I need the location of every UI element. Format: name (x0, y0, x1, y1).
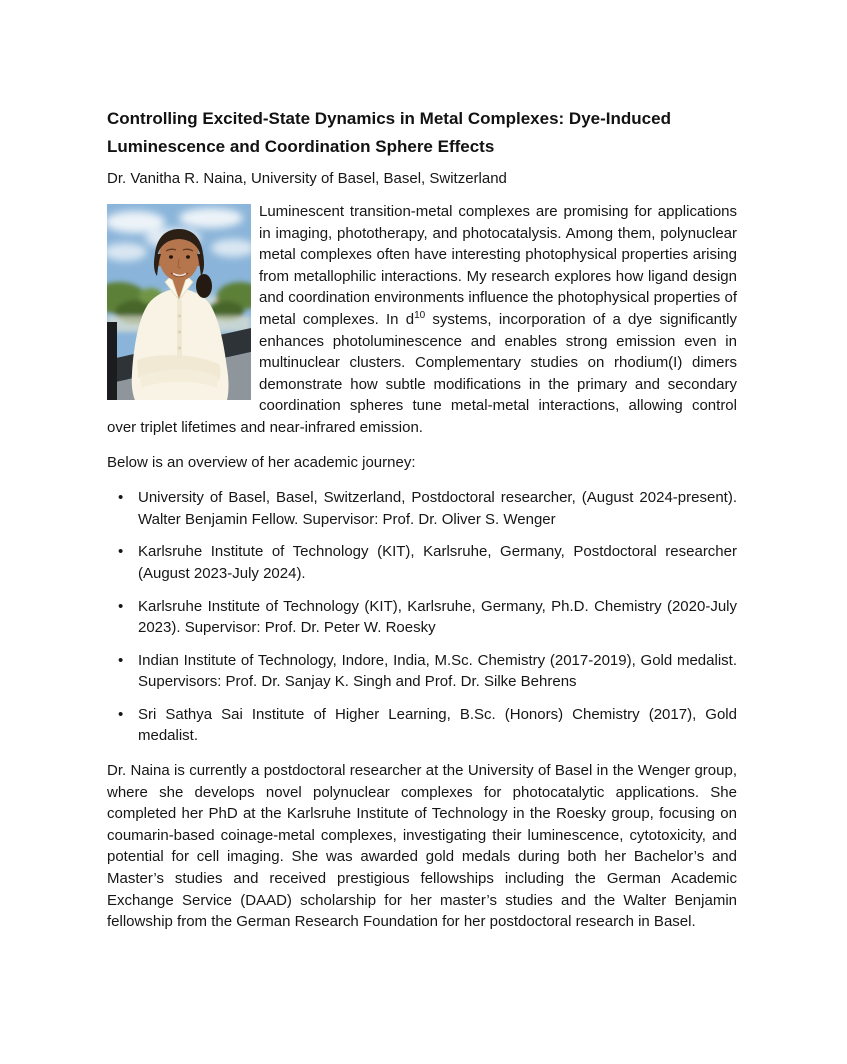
overview-heading: Below is an overview of her academic journey: (107, 453, 416, 471)
portrait-photo (107, 204, 251, 400)
list-item-kit-phd (107, 596, 737, 639)
list-item-text: Sri Sathya Sai Institute of Higher Learning, B.Sc. (Honors) Chemistry (2017), Gold medalist. (138, 705, 737, 745)
photo-hair-bun (196, 274, 212, 298)
intro-text-before-superscript: Luminescent transition-metal complexes are promising for applications in imaging, phototherapy, and photocatalysis. Among them, polynuclear metal complexes often have interesting photophysical properties arising from metallophilic interactions. My research explores how ligand design and coordination environments influence the photophysical properties of metal complexes. In d (259, 203, 737, 328)
list-item-kit-postdoc (107, 541, 737, 584)
bullet-marker: • (118, 543, 124, 561)
list-item-basel-postdoc (107, 487, 737, 530)
superscript-ten: 10 (414, 309, 426, 321)
closing-paragraph: Dr. Naina is currently a postdoctoral researcher at the University of Basel in the Wenger group, where she develops novel polynuclear complexes for photocatalytic applications. She completed her PhD at the Karlsruhe Institute of Technology in the Roesky group, focusing on coumarin-based coinage-metal complexes, investigating their luminescence, cytotoxicity, and potential for cell imaging. She was awarded gold medals during both her Bachelor’s and Master’s studies and received prestigious fellowships including the German Academic Exchange Service (DAAD) scholarship for her master’s studies and the Walter Benjamin fellowship from the German Research Foundation for her postdoctoral research in Basel. (107, 762, 737, 931)
photo-window-frame (107, 322, 117, 400)
list-item-text: Indian Institute of Technology, Indore, India, M.Sc. Chemistry (2017-2019), Gold medalist. Supervisors: Prof. Dr. Sanjay K. Singh and Prof. Dr. Silke Behrens (138, 651, 737, 691)
intro-paragraph (107, 201, 737, 439)
bullet-marker: • (118, 705, 124, 723)
author-byline: Dr. Vanitha R. Naina, University of Basel, Basel, Switzerland (107, 170, 507, 187)
bullet-marker: • (118, 489, 124, 507)
list-item-text: Karlsruhe Institute of Technology (KIT), Karlsruhe, Germany, Postdoctoral researcher (August 2023-July 2024). (138, 543, 737, 582)
list-item-text: University of Basel, Basel, Switzerland, Postdoctoral researcher, (August 2024-present). Walter Benjamin Fellow. Supervisor: Prof. Dr. Oliver S. Wenger (138, 489, 737, 528)
page-title: Controlling Excited-State Dynamics in Metal Complexes: Dye-Induced Luminescence and Coordination Sphere Effects (107, 109, 671, 156)
list-item-text: Karlsruhe Institute of Technology (KIT), Karlsruhe, Germany, Ph.D. Chemistry (2020-July 2023). Supervisor: Prof. Dr. Peter W. Roesky (138, 597, 737, 637)
portrait-photo-illustration (107, 204, 251, 400)
bullet-marker: • (118, 651, 124, 669)
list-item-iit-msc (107, 650, 737, 693)
document-content (107, 105, 737, 933)
intro-text-after-superscript: systems, incorporation of a dye significantly enhances photoluminescence and enables strong emission even in multinuclear clusters. Complementary studies on rhodium(I) dimers demonstrate how subtle modifications in the primary and secondary coordination spheres tune metal-metal interactions, allowing control over triplet lifetimes and near-infrared emission. (107, 310, 738, 436)
bullet-marker: • (118, 597, 124, 615)
academic-journey-list (107, 487, 737, 747)
list-item-sri-sathya-bsc (107, 704, 737, 747)
